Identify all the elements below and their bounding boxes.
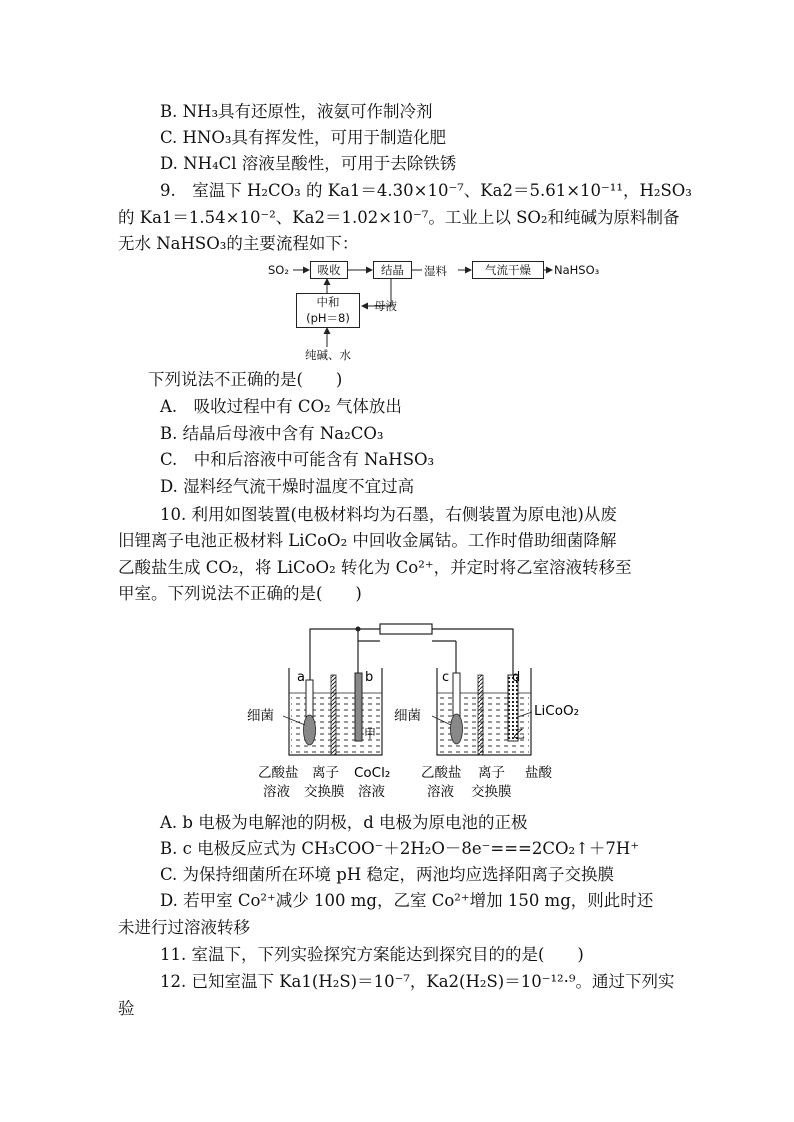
q10-apparatus-diagram [0, 605, 794, 815]
wire-c [432, 641, 456, 673]
q10-option-a: A. b 电极为电解池的阴极，d 电极为原电池的正极 [160, 813, 528, 832]
label-membrane-left-2: 交换膜 [304, 784, 345, 800]
junction-dot [356, 627, 361, 632]
q9-option-d: D. 湿料经气流干燥时温度不宜过高 [160, 477, 415, 496]
flow-wet-label: 湿料 [424, 264, 447, 278]
label-d: d [512, 670, 521, 685]
flow-so2-label: SO₂ [268, 263, 289, 277]
label-acetate-left-1: 乙酸盐 [258, 765, 299, 781]
label-membrane-left-1: 离子 [312, 765, 339, 781]
label-licoo2: LiCoO₂ [534, 703, 579, 719]
label-acetate-right-2: 溶液 [427, 784, 454, 800]
q10-option-b: B. c 电极反应式为 CH₃COO⁻＋2H₂O－8e⁻===2CO₂↑＋7H⁺ [160, 839, 640, 858]
q10-stem-line4: 甲室。下列说法不正确的是( ) [118, 584, 362, 603]
label-jia: 甲 [364, 727, 377, 741]
q9-option-c: C. 中和后溶液中可能含有 NaHSO₃ [160, 450, 435, 469]
left-membrane [331, 675, 336, 755]
q10-stem-line3: 乙酸盐生成 CO₂，将 LiCoO₂ 转化为 Co²⁺，并定时将乙室溶液转移至 [118, 558, 632, 577]
resistor [380, 624, 432, 634]
q9-question: 下列说法不正确的是( ) [148, 370, 343, 389]
q9-stem-line2: 的 Ka1＝1.54×10⁻²、Ka2＝1.02×10⁻⁷。工业上以 SO₂和纯碱为原料制备 [118, 208, 680, 227]
label-bacteria-left: 细菌 [247, 708, 274, 724]
flow-feed-label: 纯碱、水 [305, 348, 351, 362]
flow-neutralize-line2: (pH＝8) [306, 311, 350, 325]
flow-mother-label: 母液 [374, 299, 397, 313]
label-bacteria-right: 细菌 [394, 708, 421, 724]
label-a: a [297, 670, 305, 685]
q10-stem-line2: 旧锂离子电池正极材料 LiCoO₂ 中回收金属钴。工作时借助细菌降解 [118, 531, 617, 550]
label-membrane-right-1: 离子 [478, 765, 505, 781]
label-membrane-right-2: 交换膜 [471, 784, 512, 800]
q8-option-c: C. HNO₃具有挥发性，可用于制造化肥 [160, 128, 446, 147]
flow-crystal-box: 结晶 [373, 261, 412, 279]
label-cocl2-solution: 溶液 [358, 784, 385, 800]
label-hcl: 盐酸 [525, 765, 552, 781]
flow-neutralize-box [296, 293, 360, 328]
q10-option-d-line1: D. 若甲室 Co²⁺减少 100 mg，乙室 Co²⁺增加 150 mg，则此时还 [160, 891, 654, 910]
flow-neutralize-line1: 中和 [316, 295, 340, 309]
flow-product-label: NaHSO₃ [554, 263, 600, 277]
flow-absorb-box: 吸收 [310, 261, 348, 279]
flow-dry-box: 气流干燥 [472, 261, 544, 279]
label-acetate-left-2: 溶液 [263, 784, 290, 800]
label-c: c [442, 670, 450, 685]
label-yi: 乙 [513, 727, 526, 741]
resistor-lead [358, 629, 380, 641]
q12-stem-line2: 验 [118, 999, 135, 1018]
q8-option-b: B. NH₃具有还原性，液氨可作制冷剂 [160, 102, 433, 121]
q11-stem: 11. 室温下，下列实验探究方案能达到探究目的的是( ) [160, 945, 584, 964]
q9-stem-line1: 9. 室温下 H₂CO₃ 的 Ka1＝4.30×10⁻⁷、Ka2＝5.61×10⁻¹¹，H₂SO₃ [160, 181, 692, 200]
label-acetate-right-1: 乙酸盐 [421, 765, 462, 781]
right-bacteria [451, 714, 463, 744]
q10-option-c: C. 为保持细菌所在环境 pH 稳定，两池均应选择阳离子交换膜 [160, 865, 614, 884]
q8-option-d: D. NH₄Cl 溶液呈酸性，可用于去除铁锈 [160, 154, 457, 173]
q9-stem-line3: 无水 NaHSO₃的主要流程如下： [118, 234, 359, 253]
q10-option-d-line2: 未进行过溶液转移 [118, 918, 250, 937]
left-bacteria [304, 715, 316, 745]
q12-stem-line1: 12. 已知室温下 Ka1(H₂S)＝10⁻⁷，Ka2(H₂S)＝10⁻¹²·⁹。通过下列实 [160, 972, 675, 991]
outer-wire [310, 629, 513, 680]
q9-option-a: A. 吸收过程中有 CO₂ 气体放出 [160, 397, 402, 416]
label-cocl2: CoCl₂ [354, 765, 391, 781]
electrode-b [355, 673, 362, 741]
label-b: b [365, 670, 374, 685]
q9-option-b: B. 结晶后母液中含有 Na₂CO₃ [160, 424, 384, 443]
right-membrane [478, 675, 483, 755]
q10-stem-line1: 10. 利用如图装置(电极材料均为石墨，右侧装置为原电池)从废 [160, 505, 617, 524]
